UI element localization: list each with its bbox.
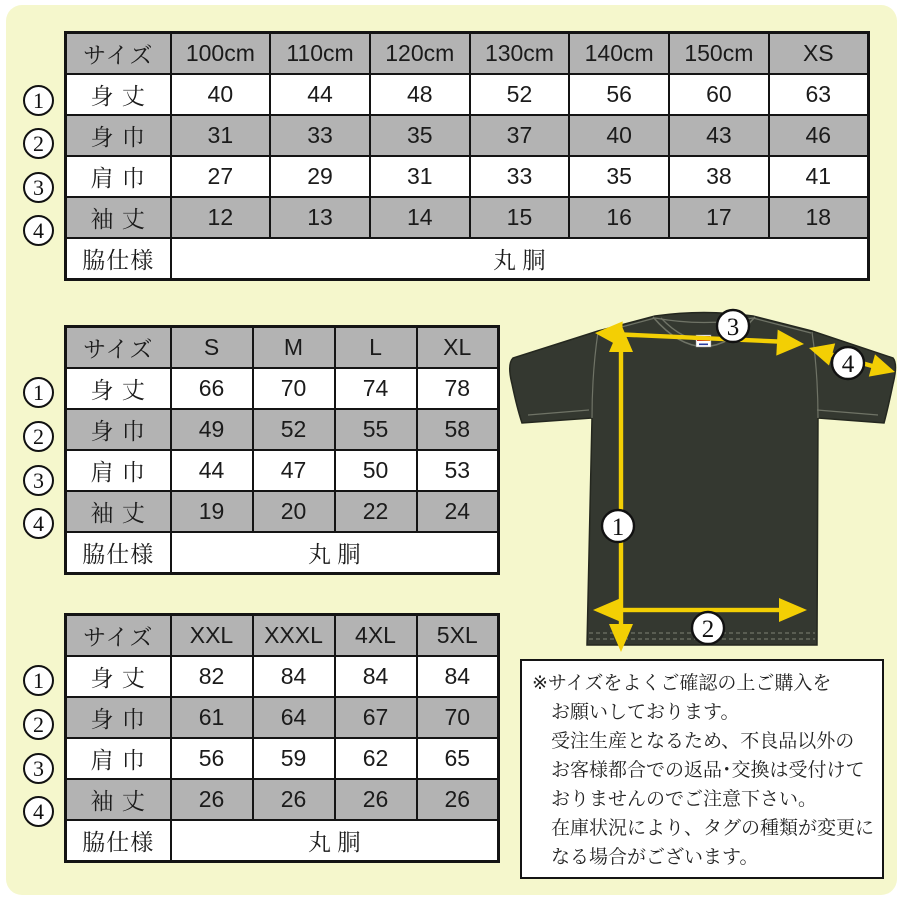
value-cell: 55	[335, 409, 417, 450]
value-cell: 84	[417, 656, 499, 697]
value-cell: 66	[171, 368, 253, 409]
value-cell: 44	[171, 450, 253, 491]
value-cell: 70	[253, 368, 335, 409]
value-cell: 26	[417, 779, 499, 820]
value-cell: 53	[417, 450, 499, 491]
size-corner-cell: サイズ	[66, 33, 171, 75]
footer-value-cell: 丸 胴	[171, 820, 499, 862]
diagram-marker-2	[692, 612, 724, 644]
measure-label-cell: 肩 巾	[66, 738, 171, 779]
value-cell: 26	[171, 779, 253, 820]
value-cell: 58	[417, 409, 499, 450]
value-cell: 29	[270, 156, 370, 197]
value-cell: 49	[171, 409, 253, 450]
measure-label-cell: 袖 丈	[66, 197, 171, 238]
size-corner-cell: サイズ	[66, 327, 171, 369]
value-cell: 26	[335, 779, 417, 820]
tshirt-measurement-diagram	[503, 306, 899, 656]
measure-label-cell: 袖 丈	[66, 491, 171, 532]
value-cell: 40	[569, 115, 669, 156]
svg-text:2: 2	[701, 616, 715, 643]
size-header-cell: S	[171, 327, 253, 369]
value-cell: 84	[253, 656, 335, 697]
value-cell: 70	[417, 697, 499, 738]
value-cell: 56	[569, 74, 669, 115]
size-header-cell: 150cm	[669, 33, 769, 75]
value-cell: 17	[669, 197, 769, 238]
measure-label-cell: 身 丈	[66, 368, 171, 409]
size-header-cell: 100cm	[171, 33, 271, 75]
value-cell: 50	[335, 450, 417, 491]
measure-label-cell: 身 巾	[66, 115, 171, 156]
measure-label-cell: 肩 巾	[66, 450, 171, 491]
size-header-cell: 4XL	[335, 615, 417, 657]
row-marker-1: 1	[23, 377, 54, 408]
value-cell: 48	[370, 74, 470, 115]
value-cell: 40	[171, 74, 271, 115]
size-header-cell: XXXL	[253, 615, 335, 657]
kids-size-table	[64, 31, 870, 281]
footer-value-cell: 丸 胴	[171, 532, 499, 574]
value-cell: 35	[370, 115, 470, 156]
size-header-cell: M	[253, 327, 335, 369]
measure-label-cell: 身 巾	[66, 409, 171, 450]
adult-size-table	[64, 325, 500, 575]
row-marker-4: 4	[23, 508, 54, 539]
value-cell: 14	[370, 197, 470, 238]
row-marker-3: 3	[23, 172, 54, 203]
measure-label-cell: 身 巾	[66, 697, 171, 738]
value-cell: 38	[669, 156, 769, 197]
row-marker-3: 3	[23, 753, 54, 784]
notice-line: お願いしております。	[551, 702, 740, 723]
row-marker-4: 4	[23, 215, 54, 246]
footer-label-cell: 脇仕様	[66, 238, 171, 280]
value-cell: 33	[270, 115, 370, 156]
value-cell: 78	[417, 368, 499, 409]
value-cell: 65	[417, 738, 499, 779]
svg-text:3: 3	[726, 314, 740, 341]
row-marker-3: 3	[23, 465, 54, 496]
size-header-cell: XS	[769, 33, 869, 75]
value-cell: 27	[171, 156, 271, 197]
value-cell: 31	[171, 115, 271, 156]
value-cell: 16	[569, 197, 669, 238]
notice-line: 受注生産となるため、不良品以外の	[551, 731, 855, 752]
svg-text:4: 4	[841, 351, 855, 378]
value-cell: 19	[171, 491, 253, 532]
value-cell: 41	[769, 156, 869, 197]
size-header-cell: 5XL	[417, 615, 499, 657]
value-cell: 59	[253, 738, 335, 779]
value-cell: 62	[335, 738, 417, 779]
value-cell: 74	[335, 368, 417, 409]
size-header-cell: 120cm	[370, 33, 470, 75]
measure-label-cell: 身 丈	[66, 74, 171, 115]
footer-value-cell: 丸 胴	[171, 238, 869, 280]
row-marker-2: 2	[23, 709, 54, 740]
value-cell: 84	[335, 656, 417, 697]
value-cell: 12	[171, 197, 271, 238]
measure-label-cell: 肩 巾	[66, 156, 171, 197]
size-corner-cell: サイズ	[66, 615, 171, 657]
notice-line: なる場合がございます。	[551, 847, 759, 868]
purchase-notice-box	[520, 659, 884, 879]
value-cell: 18	[769, 197, 869, 238]
measure-label-cell: 身 丈	[66, 656, 171, 697]
value-cell: 46	[769, 115, 869, 156]
row-marker-2: 2	[23, 128, 54, 159]
value-cell: 24	[417, 491, 499, 532]
value-cell: 61	[171, 697, 253, 738]
notice-line: お客様都合での返品･交換は受付けて	[551, 760, 865, 781]
size-header-cell: L	[335, 327, 417, 369]
value-cell: 63	[769, 74, 869, 115]
value-cell: 82	[171, 656, 253, 697]
notice-line: ※サイズをよくご確認の上ご購入を	[532, 673, 832, 694]
value-cell: 37	[470, 115, 570, 156]
value-cell: 52	[253, 409, 335, 450]
row-marker-1: 1	[23, 85, 54, 116]
row-marker-2: 2	[23, 421, 54, 452]
value-cell: 43	[669, 115, 769, 156]
value-cell: 20	[253, 491, 335, 532]
value-cell: 22	[335, 491, 417, 532]
size-header-cell: 140cm	[569, 33, 669, 75]
row-marker-1: 1	[23, 665, 54, 696]
value-cell: 26	[253, 779, 335, 820]
diagram-marker-1	[602, 510, 634, 542]
value-cell: 13	[270, 197, 370, 238]
notice-line: おりませんのでご注意下さい。	[551, 789, 818, 810]
footer-label-cell: 脇仕様	[66, 820, 171, 862]
value-cell: 15	[470, 197, 570, 238]
value-cell: 60	[669, 74, 769, 115]
value-cell: 64	[253, 697, 335, 738]
value-cell: 67	[335, 697, 417, 738]
footer-label-cell: 脇仕様	[66, 532, 171, 574]
size-header-cell: 110cm	[270, 33, 370, 75]
measure-label-cell: 袖 丈	[66, 779, 171, 820]
value-cell: 33	[470, 156, 570, 197]
notice-line: 在庫状況により、タグの種類が変更に	[551, 818, 875, 839]
value-cell: 35	[569, 156, 669, 197]
value-cell: 52	[470, 74, 570, 115]
value-cell: 56	[171, 738, 253, 779]
size-header-cell: 130cm	[470, 33, 570, 75]
value-cell: 47	[253, 450, 335, 491]
size-header-cell: XL	[417, 327, 499, 369]
row-marker-4: 4	[23, 796, 54, 827]
value-cell: 31	[370, 156, 470, 197]
plus-size-table	[64, 613, 500, 863]
diagram-marker-3	[717, 310, 749, 342]
diagram-marker-4	[832, 347, 864, 379]
value-cell: 44	[270, 74, 370, 115]
svg-text:1: 1	[611, 514, 625, 541]
size-header-cell: XXL	[171, 615, 253, 657]
